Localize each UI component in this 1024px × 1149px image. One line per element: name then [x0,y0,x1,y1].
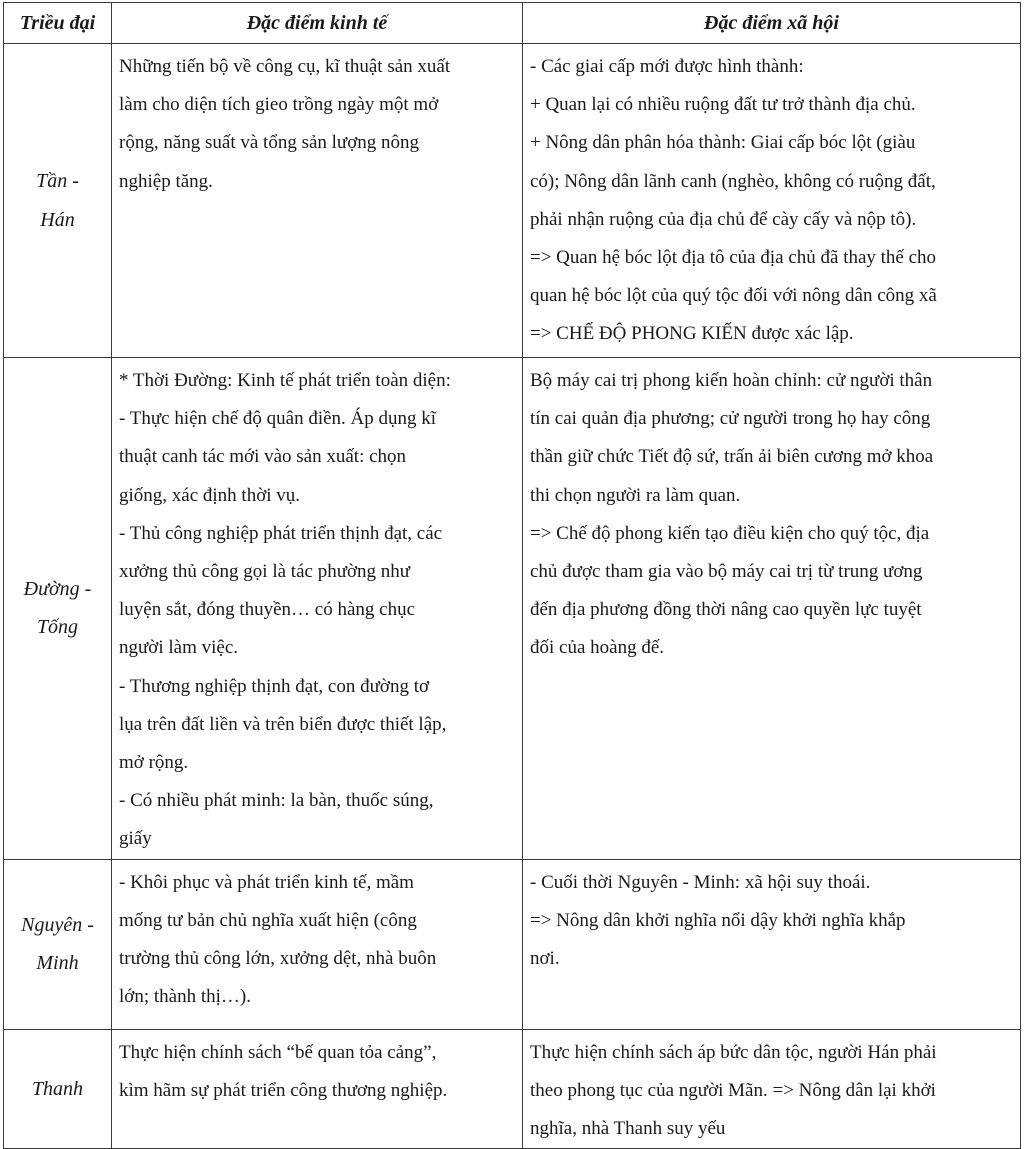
economy-line: nghiệp tăng. [119,170,213,192]
society-line: => Nông dân khởi nghĩa nổi dậy khởi nghĩa khắp [530,909,906,931]
economy-line: trường thủ công lớn, xưởng dệt, nhà buôn [119,948,437,970]
society-line: Bộ máy cai trị phong kiến hoàn chỉnh: cử người thân [530,370,933,391]
economy-line: kìm hãm sự phát triển công thương nghiệp. [119,1079,448,1101]
economy-line: lụa trên đất liền và trên biển được thiết lập, [119,713,447,735]
table-row [4,358,1021,860]
economy-cell [112,859,523,1029]
economy-line: luyện sắt, đóng thuyền… có hàng chục [119,599,416,621]
header-dynasty: Triều đại [4,3,112,44]
society-line: => Chế độ phong kiến tạo điều kiện cho quý tộc, địa [530,522,930,544]
economy-line: * Thời Đường: Kinh tế phát triển toàn diện: [119,370,451,391]
society-line: + Quan lại có nhiều ruộng đất tư trở thành địa chủ. [530,94,916,116]
header-row [4,3,1021,44]
table-row [4,44,1021,358]
society-line: - Các giai cấp mới được hình thành: [530,56,804,77]
dynasty-line: Đường - [23,578,92,601]
economy-line: người làm việc. [119,637,239,659]
society-line: - Cuối thời Nguyên - Minh: xã hội suy thoái. [530,871,871,893]
society-line: thần giữ chức Tiết độ sứ, trấn ải biên cương mở khoa [530,446,934,468]
economy-cell [112,44,523,358]
dynasty-line: Minh [36,952,79,975]
society-line: => Quan hệ bóc lột địa tô của địa chủ đã thay thế cho [530,247,937,269]
economy-line: - Thương nghiệp thịnh đạt, con đường tơ [119,675,430,697]
dynasty-line: Nguyên - [21,913,94,936]
society-line: có); Nông dân lãnh canh (nghèo, không có ruộng đất, [530,170,936,192]
dynasty-line: Hán [40,208,75,231]
economy-line: Những tiến bộ về công cụ, kĩ thuật sản xuất [119,56,451,77]
society-cell [523,358,1021,860]
society-line: nơi. [530,948,560,970]
economy-line: giấy [119,828,152,850]
economy-line: rộng, năng suất và tổng sản lượng nông [119,132,420,154]
society-line: theo phong tục của người Mãn. => Nông dân lại khởi [530,1079,936,1101]
dynasty-cell [4,44,112,358]
header-society: Đặc điểm xã hội [523,3,1021,44]
society-line: tín cai quản địa phương; cử người trong họ hay công [530,408,931,430]
economy-line: lớn; thành thị…). [119,986,251,1008]
society-cell [523,1029,1021,1149]
economy-line: - Khôi phục và phát triển kinh tế, mầm [119,871,414,893]
economy-line: - Có nhiều phát minh: la bàn, thuốc súng, [119,790,434,812]
society-line: thi chọn người ra làm quan. [530,484,741,506]
economy-cell [112,358,523,860]
economy-line: mở rộng. [119,752,189,774]
economy-line: mống tư bản chủ nghĩa xuất hiện (công [119,909,417,931]
economy-cell [112,1029,523,1149]
header-economy: Đặc điểm kinh tế [112,3,523,44]
dynasty-cell [4,859,112,1029]
dynasty-cell [4,358,112,860]
economy-line: giống, xác định thời vụ. [119,484,301,506]
society-line: đối của hoàng đế. [530,637,665,659]
dynasty-line: Tần - [36,170,79,193]
table-row [4,859,1021,1029]
society-line: Thực hiện chính sách áp bức dân tộc, người Hán phải [530,1041,937,1063]
society-line: + Nông dân phân hóa thành: Giai cấp bóc lột (giàu [530,132,916,154]
economy-line: thuật canh tác mới vào sản xuất: chọn [119,446,407,468]
dynasty-line: Thanh [31,1077,84,1100]
dynasty-line: Tống [36,616,79,639]
society-cell [523,859,1021,1029]
dynasty-cell [4,1029,112,1149]
society-line: đến địa phương đồng thời nâng cao quyền lực tuyệt [530,599,922,621]
society-line: chủ được tham gia vào bộ máy cai trị từ trung ương [530,561,923,583]
economy-line: xưởng thủ công gọi là tác phường như [119,561,411,583]
society-line: quan hệ bóc lột của quý tộc đối với nông dân công xã [530,285,937,307]
economy-line: làm cho diện tích gieo trồng ngày một mở [119,94,439,116]
table-row [4,1029,1021,1149]
dynasty-table [3,2,1021,1149]
economy-line: - Thực hiện chế độ quân điền. Áp dụng kĩ [119,408,437,430]
society-line: nghĩa, nhà Thanh suy yếu [530,1118,726,1140]
society-line: => CHẾ ĐỘ PHONG KIẾN được xác lập. [530,323,854,345]
society-cell [523,44,1021,358]
economy-line: Thực hiện chính sách “bế quan tỏa cảng”, [119,1041,437,1063]
society-line: phải nhận ruộng của địa chủ để cày cấy và nộp tô). [530,208,917,230]
economy-line: - Thủ công nghiệp phát triển thịnh đạt, các [119,522,443,544]
